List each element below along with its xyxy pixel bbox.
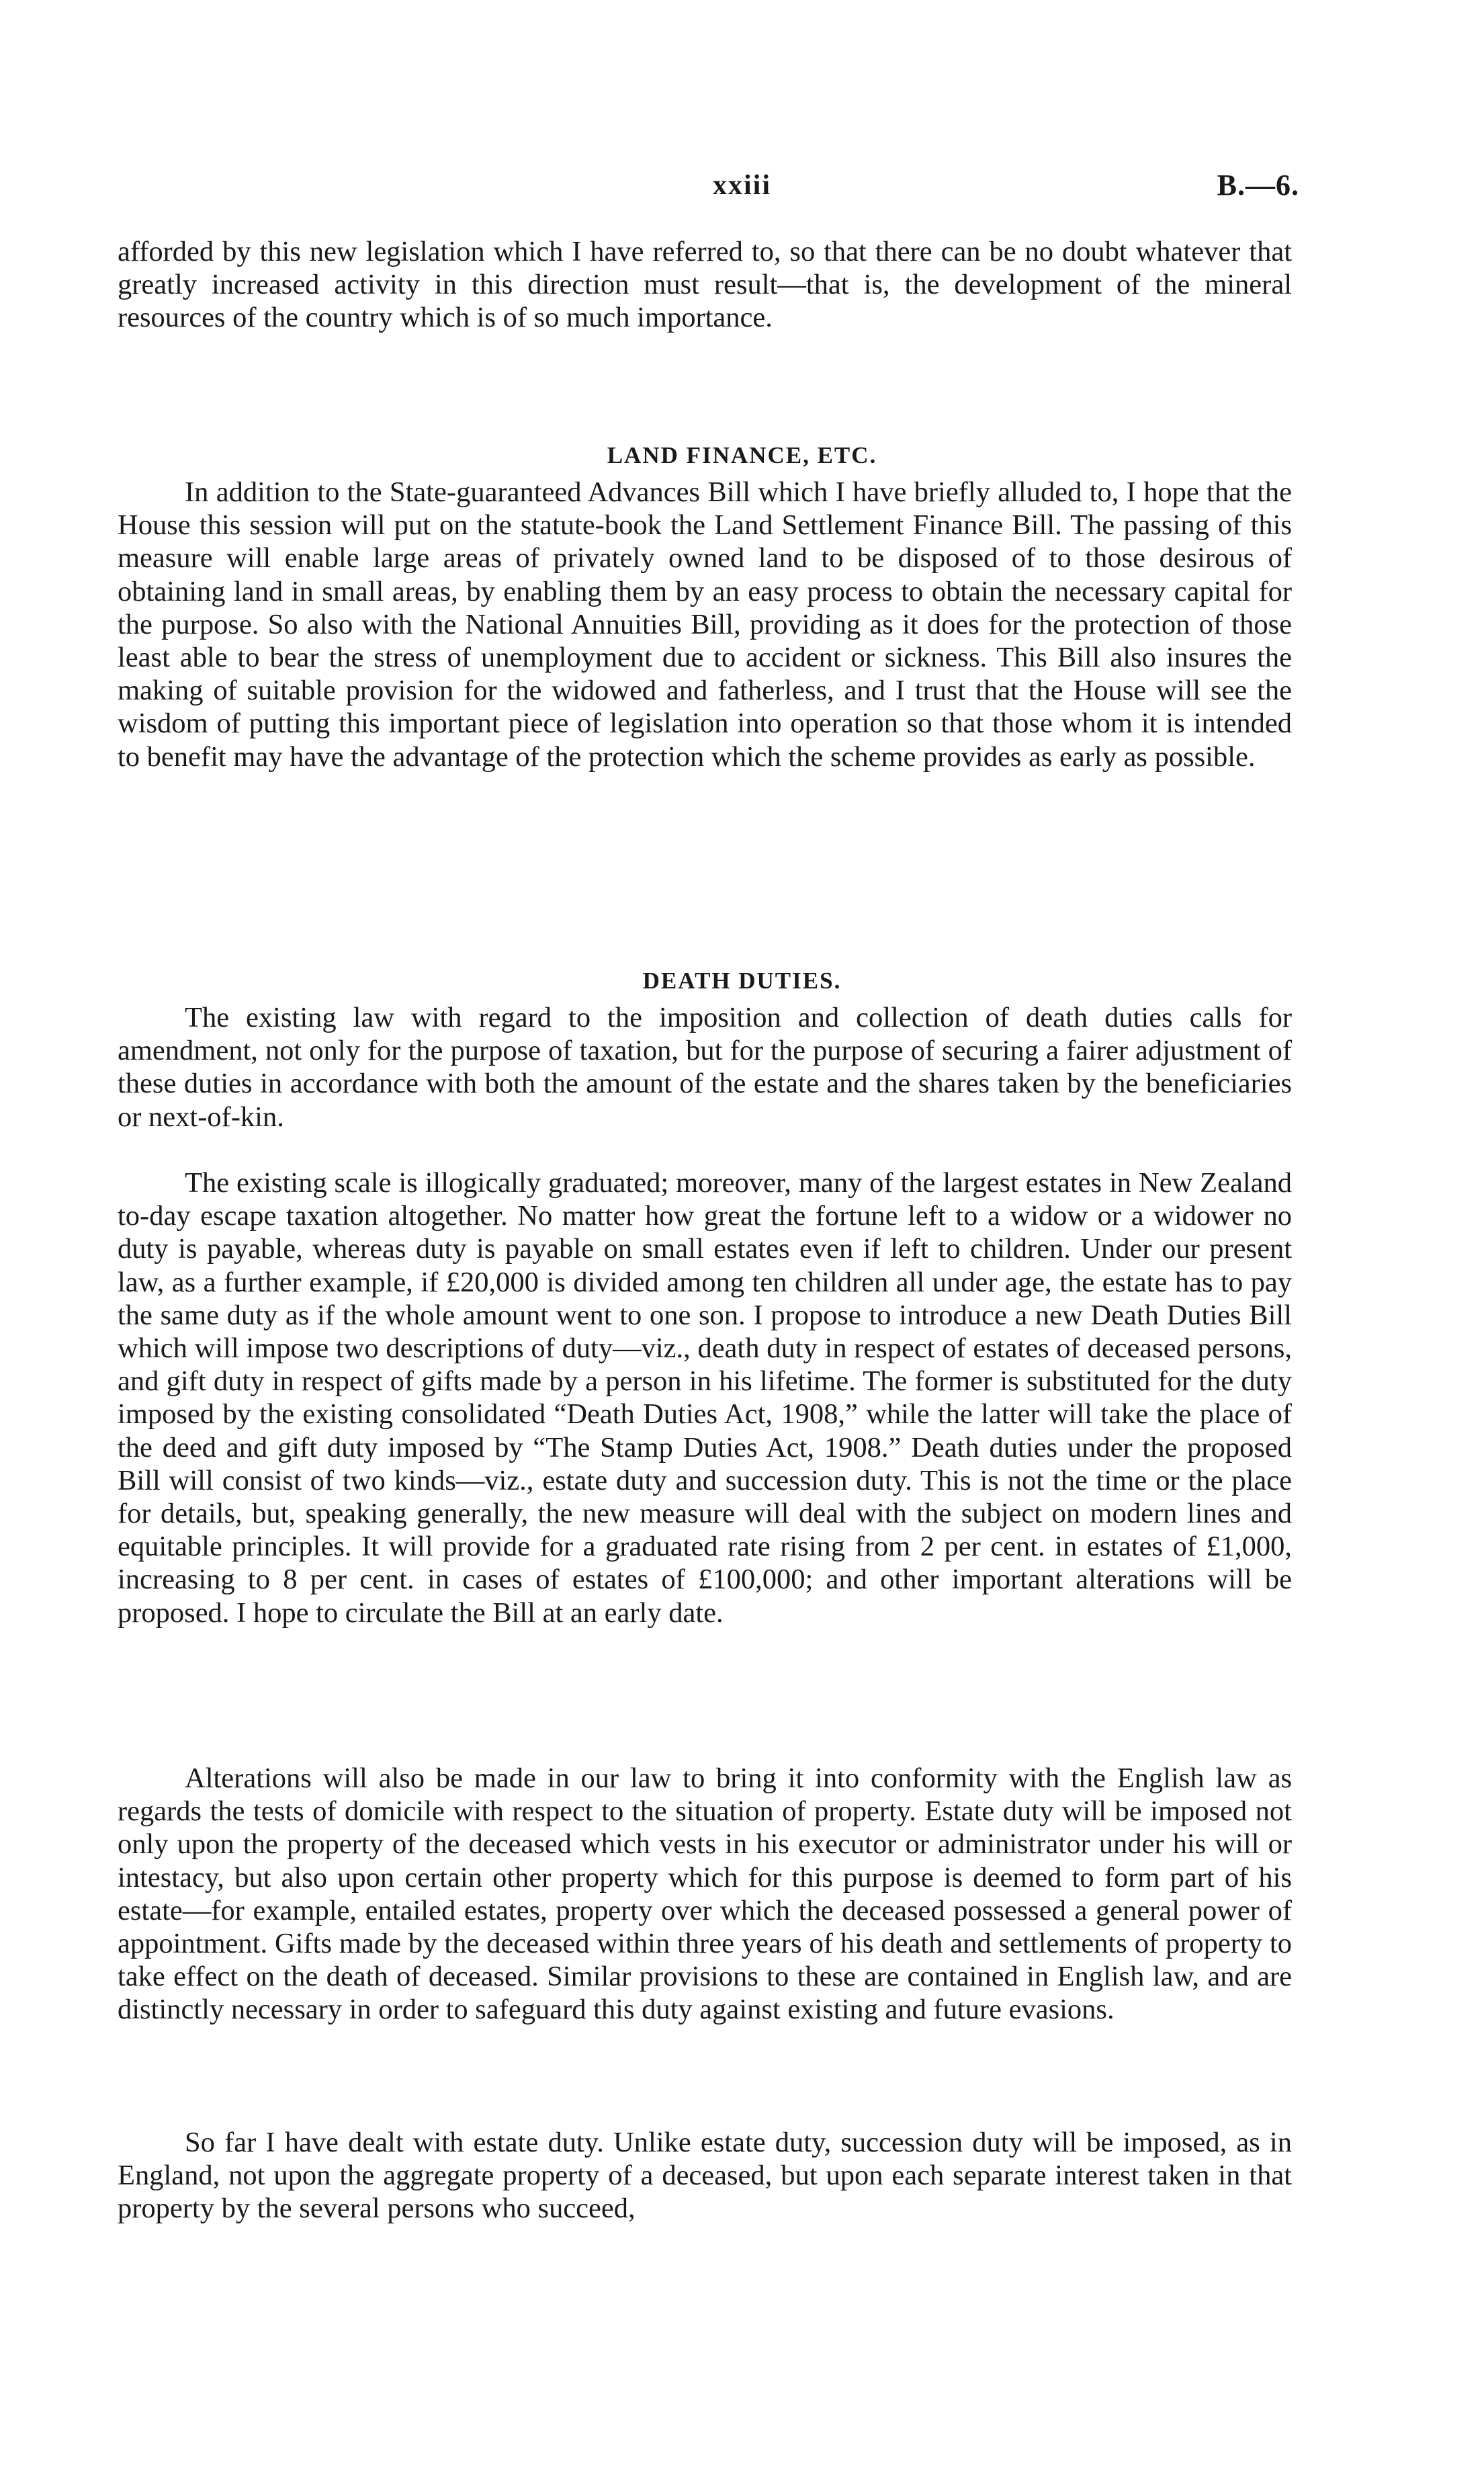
page-number: xxiii bbox=[712, 170, 771, 201]
death-duties-paragraph-3: Alterations will also be made in our law to bring it into conformity with the English law as regards the tests of domicile with respect to the situation of property. Estate duty will be imposed not only upon the property of the deceased which vests in his executor or administrator under his will or intestacy, but also upon certain other property which for this purpose is deemed to form part of his estate—for example, entailed estates, property over which the deceased possessed a general power of appointment. Gifts made by the deceased within three years of his death and settlements of property to take effect on the death of deceased. Similar provisions to these are contained in English law, and are distinctly necessary in order to safeguard this duty against existing and future evasions. bbox=[118, 1762, 1292, 2026]
death-duties-paragraph-4: So far I have dealt with estate duty. Unlike estate duty, succession duty will be imposed, as in England, not upon the aggregate property of a deceased, but upon each separate interest taken in that property by the several persons who succeed, bbox=[118, 2127, 1292, 2225]
land-finance-paragraph: In addition to the State-guaranteed Advances Bill which I have briefly alluded to, I hope that the House this session will put on the statute-book the Land Settlement Finance Bill. The passing of this measure will enable large areas of privately owned land to be disposed of to those desirous of obtaining land in small areas, by enabling them by an easy process to obtain the necessary capital for the purpose. So also with the National Annuities Bill, providing as it does for the protection of those least able to bear the stress of unemployment due to accident or sickness. This Bill also insures the making of suitable provision for the widowed and fatherless, and I trust that the House will see the wisdom of putting this important piece of legislation into operation so that those whom it is intended to benefit may have the advantage of the protection which the scheme provides as early as possible. bbox=[118, 476, 1292, 773]
death-duties-paragraph-1: The existing law with regard to the imposition and collection of death duties calls for amendment, not only for the purpose of taxation, but for the purpose of securing a fairer adjustment of these duties in accordance with both the amount of the estate and the shares taken by the beneficiaries or next-of-kin. bbox=[118, 1002, 1292, 1133]
continuation-paragraph: afforded by this new legislation which I have referred to, so that there can be no doubt whatever that greatly increased activity in this direction must result—that is, the development of the mineral resources of the country which is of so much importance. bbox=[118, 236, 1292, 334]
death-duties-paragraph-2: The existing scale is illogically graduated; moreover, many of the largest estates in New Zealand to-day escape taxation altogether. No matter how great the fortune left to a widow or a widower no duty is payable, whereas duty is payable on small estates even if left to children. Under our present law, as a further example, if £20,000 is divided among ten children all under age, the estate has to pay the same duty as if the whole amount went to one son. I propose to introduce a new Death Duties Bill which will impose two descriptions of duty—viz., death duty in respect of estates of deceased persons, and gift duty in respect of gifts made by a person in his lifetime. The former is substituted for the duty imposed by the existing consolidated “Death Duties Act, 1908,” while the latter will take the place of the deed and gift duty imposed by “The Stamp Duties Act, 1908.” Death duties under the proposed Bill will consist of two kinds—viz., estate duty and succession duty. This is not the time or the place for details, but, speaking generally, the new measure will deal with the subject on modern lines and equitable principles. It will provide for a graduated rate rising from 2 per cent. in estates of £1,000, increasing to 8 per cent. in cases of estates of £100,000; and other important alterations will be proposed. I hope to circulate the Bill at an early date. bbox=[118, 1167, 1292, 1629]
section-heading-death-duties: DEATH DUTIES. bbox=[642, 968, 842, 994]
document-reference: B.—6. bbox=[1217, 169, 1299, 202]
section-heading-land-finance: LAND FINANCE, ETC. bbox=[607, 442, 877, 468]
